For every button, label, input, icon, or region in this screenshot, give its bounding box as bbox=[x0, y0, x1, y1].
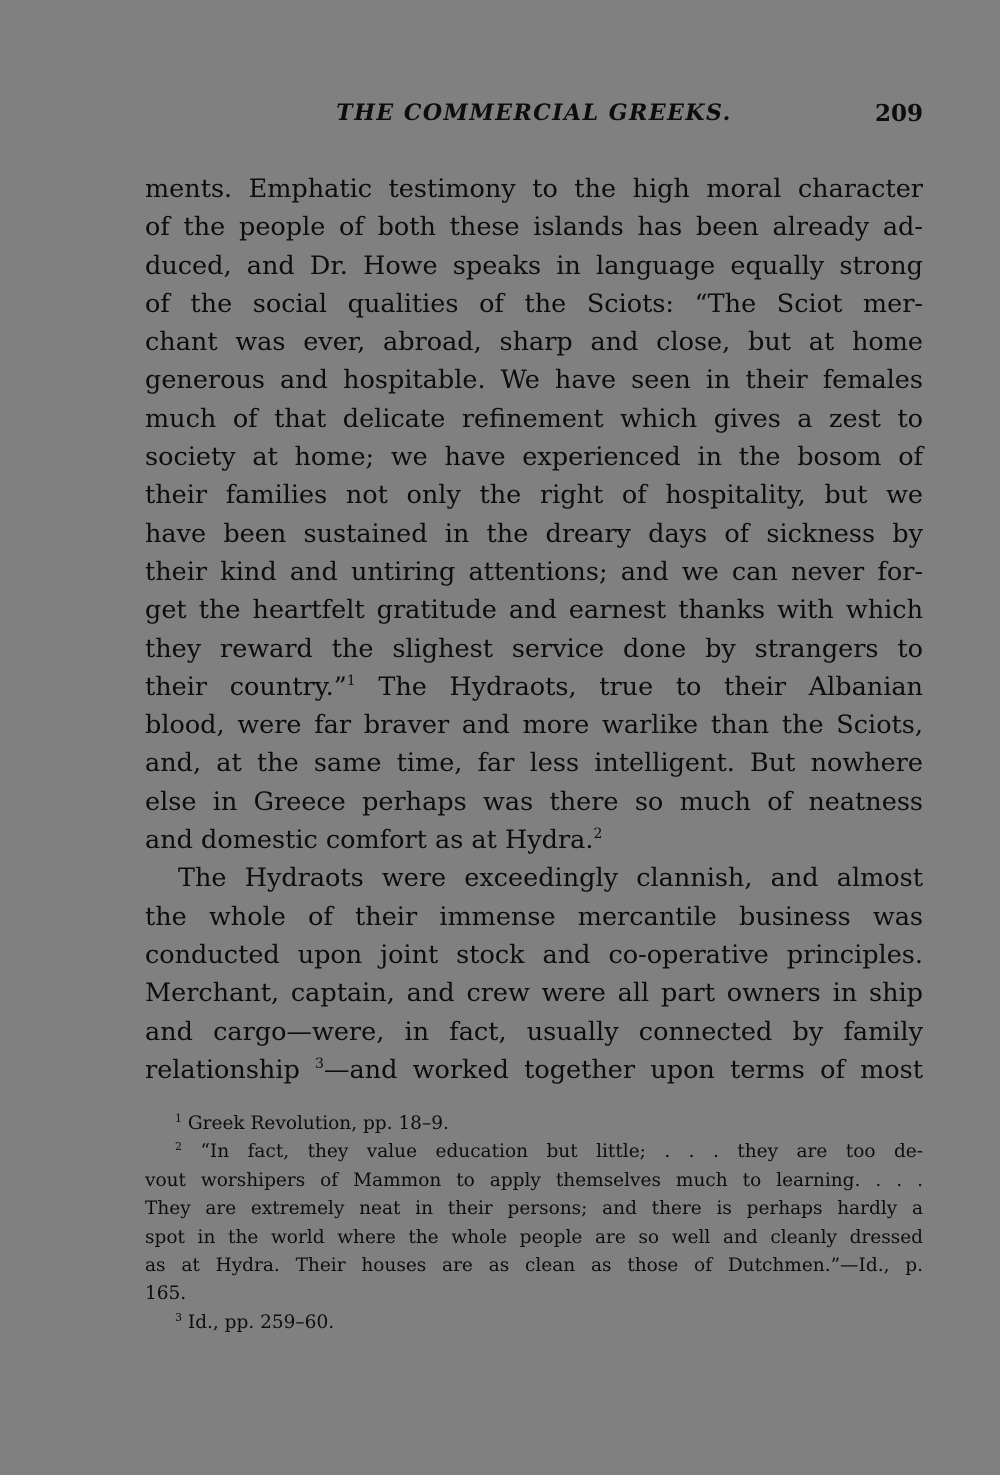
footnote-marker: 2 bbox=[175, 1140, 182, 1154]
text-line: The Hydraots were exceedingly clannish, and almost bbox=[178, 863, 923, 894]
page-number: 209 bbox=[874, 100, 923, 127]
footnote-text: “In fact, they value education but little; . . . they are too de- bbox=[182, 1141, 923, 1163]
footnote-marker: 1 bbox=[175, 1112, 182, 1125]
text-segment: —and worked together upon terms of most bbox=[323, 1054, 923, 1085]
footnotes bbox=[145, 1110, 923, 1337]
footnote-line bbox=[145, 1110, 923, 1138]
text-line bbox=[145, 668, 923, 706]
text-line: society at home; we have experienced in the bosom of bbox=[145, 442, 923, 473]
text-line: ments. Emphatic testimony to the high moral character bbox=[145, 174, 923, 204]
text-segment: their country.” bbox=[145, 671, 347, 702]
running-head: THE COMMERCIAL GREEKS. bbox=[336, 100, 732, 126]
footnote-ref: 2 bbox=[593, 826, 603, 843]
body-text bbox=[145, 170, 923, 1089]
text-line: conducted upon joint stock and co-operative principles. bbox=[145, 939, 923, 970]
text-line: they reward the slighest service done by strangers to bbox=[145, 633, 923, 664]
footnote-line bbox=[145, 1309, 923, 1337]
page-header bbox=[145, 100, 923, 140]
footnote-ref: 3 bbox=[315, 1055, 324, 1072]
footnote-line: as at Hydra. Their houses are as clean as those of Dutchmen.”—Id., p. bbox=[145, 1254, 923, 1276]
footnote-line bbox=[145, 1138, 923, 1166]
footnote-text: Id., pp. 259–60. bbox=[182, 1311, 335, 1333]
text-line: the whole of their immense mercantile business was bbox=[145, 901, 923, 932]
footnote-text: Greek Revolution, pp. 18–9. bbox=[182, 1113, 449, 1134]
text-line: else in Greece perhaps was there so much of neatness bbox=[145, 786, 923, 817]
text-line: chant was ever, abroad, sharp and close, but at home bbox=[145, 327, 923, 358]
text-line: blood, were far braver and more warlike than the Sciots, bbox=[145, 710, 923, 741]
footnote-line: spot in the world where the whole people are so well and cleanly dressed bbox=[145, 1226, 923, 1248]
text-line: get the heartfelt gratitude and earnest thanks with which bbox=[145, 595, 923, 626]
text-line: their families not only the right of hospitality, but we bbox=[145, 480, 923, 511]
text-line: and cargo—were, in fact, usually connected by family bbox=[145, 1016, 923, 1047]
footnote-line: vout worshipers of Mammon to apply themselves much to learning. . . . bbox=[145, 1169, 923, 1191]
text-line: much of that delicate refinement which gives a zest to bbox=[145, 403, 923, 434]
text-line: and, at the same time, far less intelligent. But nowhere bbox=[145, 748, 923, 779]
footnote-ref: 1 bbox=[346, 672, 356, 689]
text-segment: The Hydraots, true to their Albanian bbox=[355, 671, 923, 702]
footnote-marker: 3 bbox=[175, 1310, 182, 1324]
text-line: of the people of both these islands has been already ad- bbox=[145, 212, 923, 243]
text-line: Merchant, captain, and crew were all part owners in ship bbox=[145, 978, 923, 1009]
text-line: their kind and untiring attentions; and we can never for- bbox=[145, 556, 923, 587]
text-segment: and domestic comfort as at Hydra. bbox=[145, 825, 594, 856]
text-line: of the social qualities of the Sciots: “The Sciot mer- bbox=[145, 288, 923, 319]
text-line: duced, and Dr. Howe speaks in language equally strong bbox=[145, 250, 923, 281]
text-line bbox=[145, 821, 923, 859]
text-line bbox=[145, 1051, 923, 1089]
text-line: have been sustained in the dreary days of sickness by bbox=[145, 518, 923, 549]
footnote-line: 165. bbox=[145, 1283, 187, 1305]
text-line: generous and hospitable. We have seen in their females bbox=[145, 365, 923, 396]
footnote-line: They are extremely neat in their persons; and there is perhaps hardly a bbox=[145, 1198, 923, 1220]
text-segment: relationship bbox=[145, 1054, 316, 1085]
